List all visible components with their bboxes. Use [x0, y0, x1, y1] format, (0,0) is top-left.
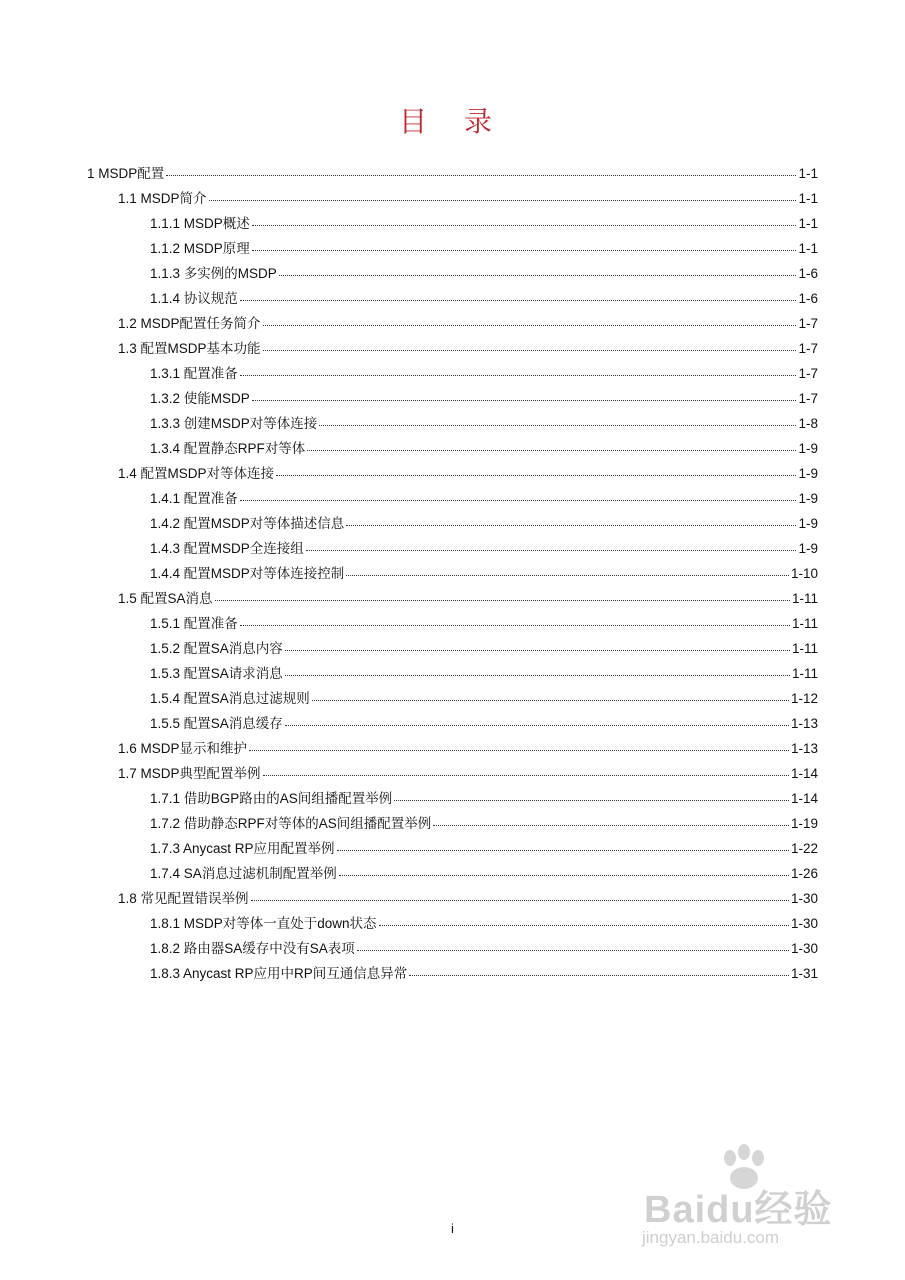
toc-entry-label: 1.1.4 协议规范 [150, 291, 238, 306]
toc-entry[interactable] [150, 789, 818, 809]
toc-entry-page: 1-30 [790, 941, 818, 956]
toc-entry-page: 1-30 [790, 916, 818, 931]
toc-entry-label: 1.3.4 配置静态RPF对等体 [150, 441, 306, 456]
toc-entry-label: 1.4 配置MSDP对等体连接 [118, 466, 275, 481]
toc-entry[interactable] [150, 389, 818, 409]
watermark-url: jingyan.baidu.com [642, 1228, 780, 1247]
toc-entry-page: 1-11 [791, 641, 818, 656]
toc-entry-page: 1-7 [798, 316, 818, 331]
baidu-watermark [628, 1140, 858, 1255]
toc-leader-dots [312, 699, 789, 701]
toc-entry[interactable] [150, 564, 818, 584]
toc-leader-dots [339, 874, 789, 876]
toc-entry-page: 1-1 [798, 216, 818, 231]
toc-entry-label: 1.5 配置SA消息 [118, 591, 213, 606]
toc-entry[interactable] [150, 964, 818, 984]
toc-entry[interactable] [150, 864, 818, 884]
toc-entry-page: 1-14 [790, 791, 818, 806]
toc-entry-label: 1.3 配置MSDP基本功能 [118, 341, 261, 356]
toc-entry-page: 1-10 [790, 566, 818, 581]
toc-entry-label: 1.3.3 创建MSDP对等体连接 [150, 416, 318, 431]
toc-entry[interactable] [150, 264, 818, 284]
toc-leader-dots [251, 899, 789, 901]
toc-entry[interactable] [150, 689, 818, 709]
toc-entry[interactable] [150, 364, 818, 384]
toc-entry-label: 1.8.3 Anycast RP应用中RP间互通信息异常 [150, 966, 408, 981]
toc-leader-dots [337, 849, 789, 851]
toc-entry-page: 1-6 [798, 266, 818, 281]
toc-entry-label: 1.5.5 配置SA消息缓存 [150, 716, 283, 731]
toc-entry-label: 1.5.1 配置准备 [150, 616, 238, 631]
toc-entry[interactable] [150, 414, 818, 434]
toc-entry-page: 1-11 [791, 591, 818, 606]
toc-entry[interactable] [118, 764, 818, 784]
toc-entry-page: 1-9 [798, 541, 818, 556]
toc-leader-dots [357, 949, 789, 951]
toc-entry-label: 1.7.1 借助BGP路由的AS间组播配置举例 [150, 791, 393, 806]
toc-leader-dots [263, 349, 797, 351]
toc-leader-dots [433, 824, 789, 826]
toc-leader-dots [279, 274, 797, 276]
toc-entry[interactable] [150, 514, 818, 534]
toc-entry-label: 1.5.4 配置SA消息过滤规则 [150, 691, 310, 706]
toc-entry-label: 1.4.2 配置MSDP对等体描述信息 [150, 516, 345, 531]
toc-entry-page: 1-9 [798, 441, 818, 456]
toc-entry[interactable] [150, 539, 818, 559]
toc-leader-dots [166, 174, 796, 176]
toc-leader-dots [285, 649, 790, 651]
toc-entry-label: 1.8 常见配置错误举例 [118, 891, 249, 906]
toc-entry-page: 1-9 [798, 516, 818, 531]
toc-entry-label: 1.5.3 配置SA请求消息 [150, 666, 283, 681]
toc-leader-dots [394, 799, 789, 801]
page-title: 目 录 [399, 105, 506, 138]
toc-entry-label: 1.4.4 配置MSDP对等体连接控制 [150, 566, 345, 581]
toc-entry-label: 1.1.3 多实例的MSDP [150, 266, 277, 281]
toc-entry-page: 1-7 [798, 366, 818, 381]
toc-leader-dots [319, 424, 796, 426]
toc-entry-page: 1-31 [790, 966, 818, 981]
toc-entry-label: 1.2 MSDP配置任务简介 [118, 316, 261, 331]
toc-entry[interactable] [150, 289, 818, 309]
toc-leader-dots [409, 974, 789, 976]
watermark-brand: Baidu经验 [644, 1189, 833, 1231]
toc-leader-dots [263, 324, 797, 326]
toc-leader-dots [252, 224, 797, 226]
toc-leader-dots [346, 574, 789, 576]
toc-entry[interactable] [118, 314, 818, 334]
toc-entry[interactable] [150, 714, 818, 734]
toc-leader-dots [307, 449, 796, 451]
toc-entry[interactable] [118, 889, 818, 909]
toc-entry-label: 1.4.1 配置准备 [150, 491, 238, 506]
toc-entry-page: 1-11 [791, 666, 818, 681]
toc-leader-dots [346, 524, 796, 526]
toc-leader-dots [285, 724, 789, 726]
toc-entry[interactable] [150, 939, 818, 959]
toc-entry[interactable] [118, 189, 818, 209]
toc-leader-dots [252, 249, 797, 251]
toc-entry-label: 1.1.1 MSDP概述 [150, 216, 250, 231]
toc-leader-dots [215, 599, 790, 601]
toc-entry[interactable] [150, 489, 818, 509]
toc-entry-page: 1-14 [790, 766, 818, 781]
toc-entry-label: 1.7.2 借助静态RPF对等体的AS间组播配置举例 [150, 816, 432, 831]
toc-entry-page: 1-19 [790, 816, 818, 831]
toc-leader-dots [276, 474, 796, 476]
toc-entry-page: 1-1 [798, 166, 818, 181]
toc-entry[interactable] [150, 439, 818, 459]
toc-leader-dots [240, 499, 797, 501]
page-number: i [451, 1221, 454, 1236]
toc-entry-page: 1-6 [798, 291, 818, 306]
toc-leader-dots [249, 749, 789, 751]
toc-entry-label: 1.6 MSDP显示和维护 [118, 741, 248, 756]
toc-entry[interactable] [150, 239, 818, 259]
toc-entry-label: 1.3.1 配置准备 [150, 366, 238, 381]
toc-entry-page: 1-13 [790, 716, 818, 731]
toc-entry-page: 1-26 [790, 866, 818, 881]
toc-entry-label: 1.4.3 配置MSDP全连接组 [150, 541, 304, 556]
toc-entry-page: 1-1 [798, 191, 818, 206]
toc-entry-page: 1-11 [791, 616, 818, 631]
toc-entry-page: 1-9 [798, 466, 818, 481]
toc-entry-label: 1.8.1 MSDP对等体一直处于down状态 [150, 916, 377, 931]
toc-entry-page: 1-7 [798, 341, 818, 356]
toc-entry-label: 1.5.2 配置SA消息内容 [150, 641, 283, 656]
toc-entry-label: 1.8.2 路由器SA缓存中没有SA表项 [150, 941, 355, 956]
toc-entry-page: 1-9 [798, 491, 818, 506]
toc-leader-dots [285, 674, 790, 676]
toc-leader-dots [240, 374, 797, 376]
toc-entry-page: 1-22 [790, 841, 818, 856]
toc-entry-label: 1.7 MSDP典型配置举例 [118, 766, 261, 781]
toc-entry-label: 1 MSDP配置 [87, 166, 165, 181]
toc-entry-page: 1-12 [790, 691, 818, 706]
toc-entry-label: 1.7.3 Anycast RP应用配置举例 [150, 841, 335, 856]
toc-entry-page: 1-30 [790, 891, 818, 906]
toc-entry-page: 1-13 [790, 741, 818, 756]
toc-entry-label: 1.1 MSDP简介 [118, 191, 207, 206]
toc-entry[interactable] [87, 164, 818, 184]
toc-entry[interactable] [118, 339, 818, 359]
toc-entry[interactable] [150, 664, 818, 684]
toc-leader-dots [240, 624, 790, 626]
toc-leader-dots [209, 199, 797, 201]
toc-entry[interactable] [150, 639, 818, 659]
toc-entry[interactable] [118, 739, 818, 759]
toc-entry[interactable] [150, 914, 818, 934]
toc-entry[interactable] [118, 464, 818, 484]
toc-entry-page: 1-7 [798, 391, 818, 406]
toc-entry[interactable] [150, 814, 818, 834]
toc-leader-dots [252, 399, 797, 401]
toc-entry-label: 1.3.2 使能MSDP [150, 391, 250, 406]
toc-entry[interactable] [150, 614, 818, 634]
toc-leader-dots [240, 299, 797, 301]
toc-entry-page: 1-8 [798, 416, 818, 431]
toc-entry[interactable] [150, 839, 818, 859]
toc-leader-dots [379, 924, 789, 926]
toc-entry-label: 1.1.2 MSDP原理 [150, 241, 250, 256]
toc-entry-page: 1-1 [798, 241, 818, 256]
toc-leader-dots [306, 549, 797, 551]
toc-entry[interactable] [118, 589, 818, 609]
toc-leader-dots [263, 774, 789, 776]
toc-entry-label: 1.7.4 SA消息过滤机制配置举例 [150, 866, 337, 881]
toc-entry[interactable] [150, 214, 818, 234]
